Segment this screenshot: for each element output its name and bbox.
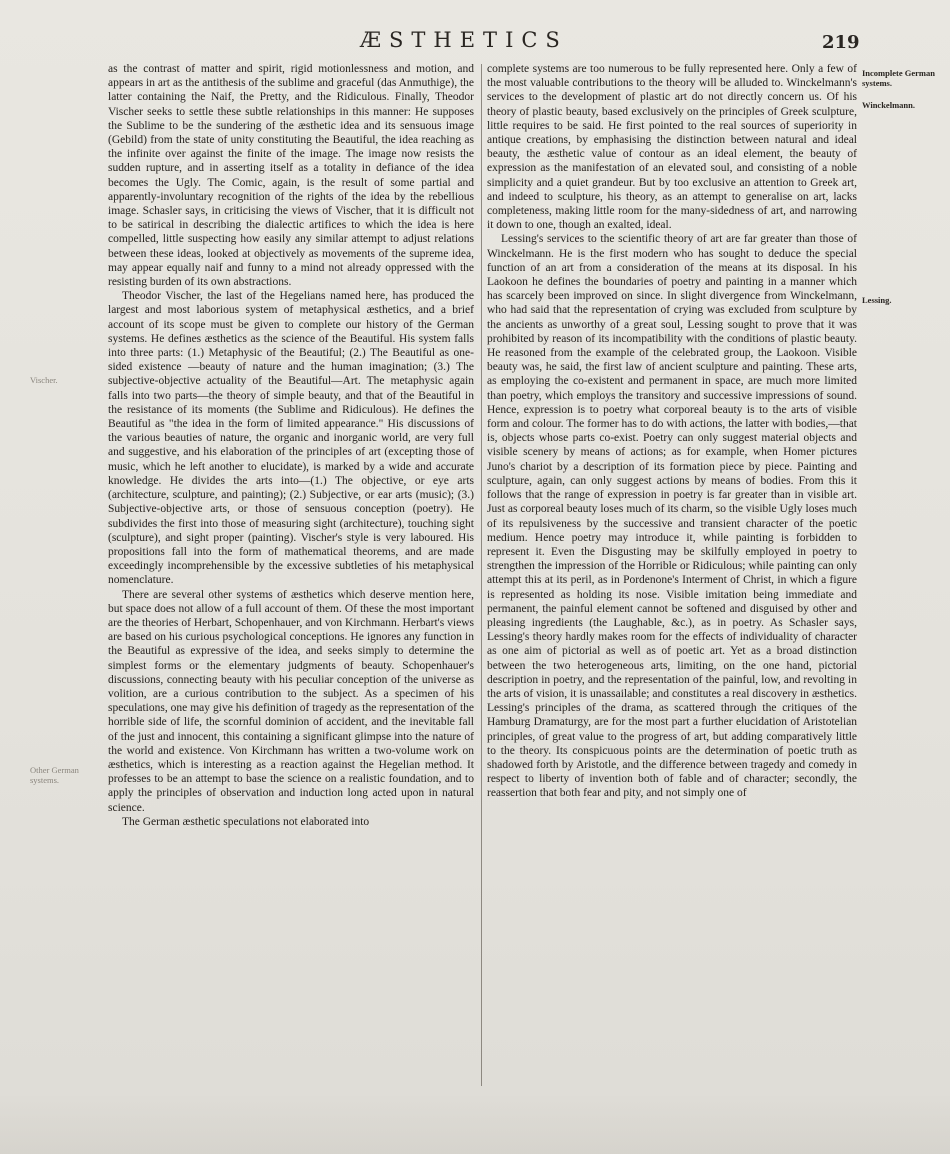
- paragraph: There are several other systems of æsthetics which deserve mention here, but space does not allow of a full account of them. Of these the most important are the theories of Herbart, Schopenhauer, and von Kirchmann. Herbart's views are based on his curious psychological conceptions. He ignores any function in the Beautiful as expressive of the idea, and seeks simply to determine the simplest forms or the elementary judgments of beauty. Schopenhauer's discussions, connecting beauty with his peculiar conception of the universe as volition, are a curious contribution to the subject. As a specimen of his speculations, one may give his definition of tragedy as the representation of the horrible side of life, the scornful dominion of accident, and the inevitable fall of the just and innocent, this containing a significant glimpse into the nature of the world and existence. Von Kirchmann has written a two-volume work on æsthetics, which is interesting as a reaction against the Hegelian method. It professes to be an attempt to base the science on a realistic foundation, and to apply the principles of observation and induction long acted upon in natural science.: [108, 588, 474, 814]
- margin-note-vischer: Vischer.: [30, 375, 58, 385]
- left-column: [108, 62, 474, 829]
- column-divider: [481, 64, 482, 1086]
- page-number: 219: [822, 32, 860, 53]
- margin-note-incomplete-systems: Incomplete German systems.: [862, 68, 935, 88]
- margin-note-winckelmann: Winckelmann.: [862, 100, 915, 110]
- page-edge-shadow: [0, 1094, 950, 1154]
- margin-note-lessing: Lessing.: [862, 295, 892, 305]
- paragraph: complete systems are too numerous to be fully represented here. Only a few of the most valuable contributions to the theory will be alluded to. Winckelmann's services to the development of plastic art do not directly concern us. Of his theory of plastic beauty, based exclusively on the principles of Greek sculpture, little requires to be said. He first pointed to the real sources of superiority in antique creations, by emphasising the distinction between natural and ideal beauty, the æsthetic value of contour as an ideal element, the beauty of expression as the manifestation of an elevated soul, and consisting of a noble simplicity and a quiet grandeur. But by too exclusive an attention to Greek art, and indeed to sculpture, his theory, as an attempt to generalise on art, lacks completeness, making little room for the many-sidedness of art, and narrowing it down to one, though an exalted, ideal.: [487, 63, 857, 232]
- running-title: ÆSTHETICS: [360, 28, 568, 52]
- margin-note-other-systems: Other German systems.: [30, 765, 79, 785]
- paragraph: as the contrast of matter and spirit, rigid motionlessness and motion, and appears in art as the antithesis of the sublime and graceful (das Anmuthige), the latter containing the Naif, the Pretty, and the Ridiculous. Finally, Theodor Vischer seeks to settle these subtle relationships in this manner: He supposes the Sublime to be the sundering of the æsthetic idea and its sensuous image (Gebild) from the state of unity constituting the Beautiful, the idea reaching as the infinite over against the finite of the image. The image now resists the sudden rupture, and in asserting itself as a totality in defiance of the idea becomes the Ugly. The Comic, again, is the result of some partial and apparently-involuntary recognition of the rights of the idea by the rebellious image. Schasler says, in criticising the views of Vischer, that it is difficult not to be satirical in describing the dialectic artifices to which the idea is here compelled, little suspecting how easily any similar attempt to adjust relations between these ideas, looked at objectively as movements of the supreme idea, may appear equally naif and funny to a mind not already oppressed with the resisting burden of its own abstractions.: [108, 63, 474, 289]
- paragraph: The German æsthetic speculations not elaborated into: [122, 815, 370, 828]
- paragraph: Lessing's services to the scientific theory of art are far greater than those of Winckelmann. He is the first modern who has sought to deduce the special function of an art from a consideration of the means at its disposal. In his Laokoon he defines the boundaries of poetry and painting in a manner which has scarcely been improved on since. In slight divergence from Winckelmann, who had said that the representation of crying was excluded from sculpture by the ancients as unworthy of a great soul, Lessing sought to prove that it was prohibited by reason of its incompatibility with the conditions of plastic beauty. He reasoned from the example of the celebrated group, the Laokoon. Visible beauty was, he said, the first law of ancient sculpture and painting. These arts, as employing the co-existent and permanent in space, are much more limited than poetry, which employs the transitory and successive impressions of sound. Hence, expression is to poetry what corporeal beauty is to the arts of visible form and colour. The former has to do with actions, the latter with bodies,—that is, objects whose parts co-exist. Poetry can only suggest material objects and visible scenery by means of actions; as for example, when Homer pictures Juno's chariot by a description of its formation piece by piece. Painting and sculpture, again, can only suggest actions by means of bodies. From this it follows that the range of expression in poetry is far greater than in visible art. Just as corporeal beauty loses much of its charm, so the visible Ugly loses much of its repulsiveness by the successive and transient character of the poetic medium. Hence poetry may introduce it, while painting is forbidden to represent it. Even the Disgusting may be skilfully employed in poetry to strengthen the impression of the Horrible or Ridiculous; while painting can only attempt this at its peril, as in Pordenone's Interment of Christ, in which a figure is represented as holding its nose. Visible imitation being immediate and permanent, the painful element cannot be softened and disguised by other and pleasing ingredients (the Laughable, &c.), as in poetry. As Schasler says, Lessing's theory hardly makes room for the effects of individuality of character as one aim of pictorial as well as of poetic art. Yet as a broad distinction between the two heterogeneous arts, limiting, on the one hand, pictorial description in poetry, and the representation of the painful, low, and revolting in the arts of vision, it is unassailable; and constitutes a real discovery in æsthetics. Lessing's principles of the drama, as scattered through the critiques of the Hamburg Dramaturgy, are for the most part a further elucidation of Aristotelian principles, of great value to the progress of art, but adding comparatively little to the theory. Its conspicuous points are the determination of poetic truth as shadowed forth by Aristotle, and the difference between tragedy and comedy in respect to liberty of invention both of fable and of character; secondly, the reassertion that both fear and pity, and not simply one of: [487, 233, 857, 800]
- paragraph: Theodor Vischer, the last of the Hegelians named here, has produced the largest and most laborious system of metaphysical æsthetics, and a brief account of its scope must be given to complete our history of the German systems. He defines æsthetics as the science of the Beautiful. His system falls into three parts: (1.) Metaphysic of the Beautiful; (2.) The Beautiful as one-sided existence —beauty of nature and the human imagination; (3.) The subjective-objective actuality of the Beautiful—Art. The metaphysic again falls into two parts—the theory of simple beauty, and that of the Beautiful in the resistance of its moments (the Sublime and Ridiculous). He defines the Beautiful as "the idea in the form of limited appearance." His discussions of the various beauties of nature, the organic and inorganic world, are very full and suggestive, and his elaboration of the principles of art (excepting those of music, which he left another to elucidate), is marked by a wide and accurate knowledge. He divides the arts into—(1.) The objective, or eye arts (architecture, sculpture, and painting); (2.) Subjective, or ear arts (music); (3.) Subjective-objective arts, or those of sensuous conception (poetry). He subdivides the first into those of measuring sight (architecture), touching sight (sculpture), and sight proper (painting). Vischer's style is very laboured. His propositions fall into the form of mathematical theorems, and are made exceedingly incomprehensible by the excessive subtleties of his metaphysical nomenclature.: [108, 290, 474, 587]
- right-column: [487, 62, 857, 801]
